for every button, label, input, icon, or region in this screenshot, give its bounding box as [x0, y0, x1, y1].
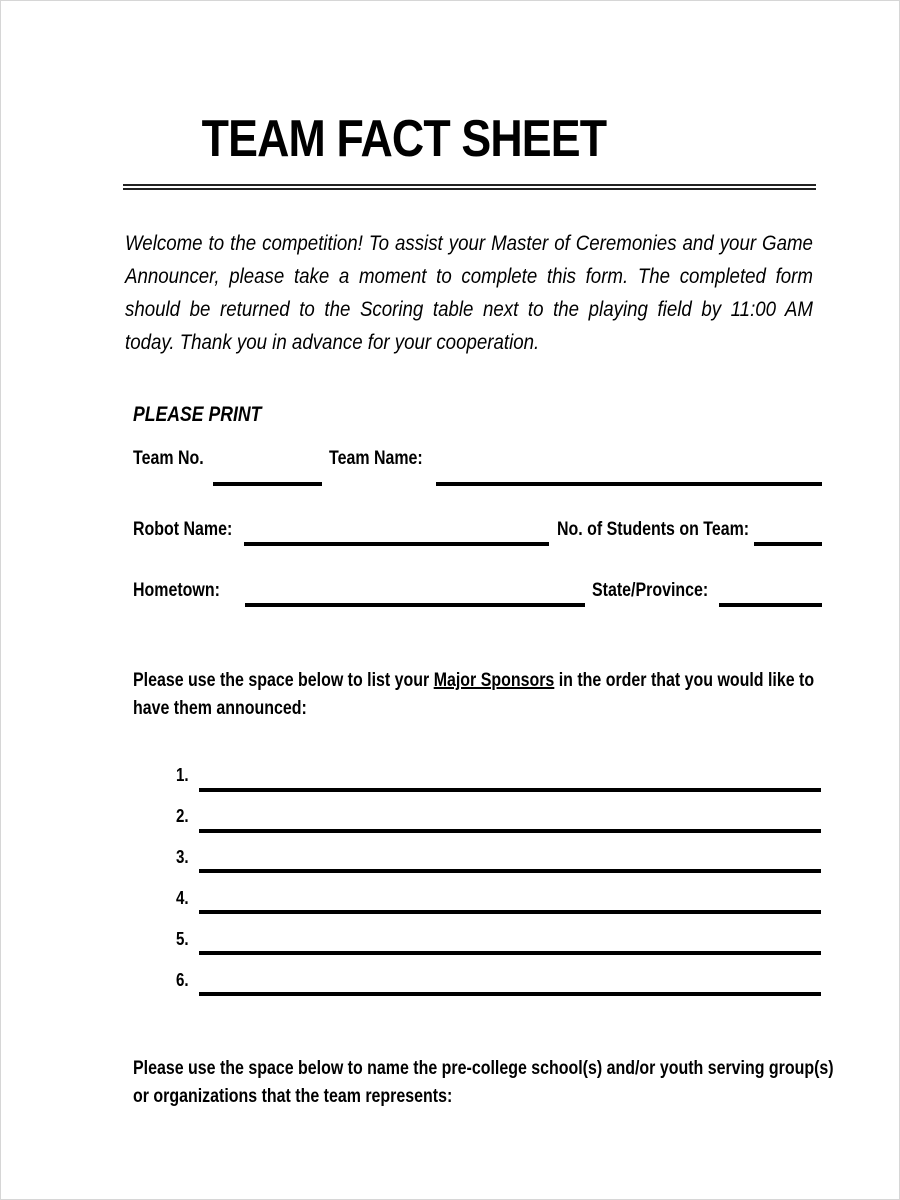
- sponsor-field-6[interactable]: [199, 992, 821, 996]
- state-province-field[interactable]: [719, 603, 822, 607]
- sponsors-prompt-text: have them announced:: [133, 698, 307, 719]
- hometown-label: Hometown:: [133, 580, 220, 601]
- robot-name-label: Robot Name:: [133, 519, 233, 540]
- sponsors-prompt: [133, 667, 814, 723]
- title-double-rule: [123, 184, 816, 190]
- sponsor-field-3[interactable]: [199, 869, 821, 873]
- sponsor-field-4[interactable]: [199, 910, 821, 914]
- page-title: TEAM FACT SHEET: [201, 110, 607, 168]
- sponsor-number: 6.: [176, 970, 189, 990]
- sponsor-field-2[interactable]: [199, 829, 821, 833]
- intro-line: Welcome to the competition! To assist your Master of Ceremonies and your Game: [125, 232, 813, 255]
- intro-line: should be returned to the Scoring table next to the playing field by 11:00 AM: [125, 298, 813, 321]
- sponsor-number: 3.: [176, 847, 189, 867]
- please-print-heading: PLEASE PRINT: [133, 403, 262, 426]
- intro-paragraph: [125, 227, 813, 359]
- team-no-label: Team No.: [133, 448, 204, 469]
- major-sponsors-emphasis: Major Sponsors: [433, 670, 555, 691]
- robot-name-field[interactable]: [244, 542, 549, 546]
- num-students-label: No. of Students on Team:: [557, 519, 750, 540]
- sponsor-number: 1.: [176, 765, 189, 785]
- sponsor-field-5[interactable]: [199, 951, 821, 955]
- organizations-prompt: [133, 1055, 834, 1111]
- sponsors-prompt-text: Please use the space below to list your: [133, 670, 434, 691]
- sponsor-number: 5.: [176, 929, 189, 949]
- intro-line: Announcer, please take a moment to complete this form. The completed form: [125, 265, 813, 288]
- num-students-field[interactable]: [754, 542, 822, 546]
- team-name-field[interactable]: [436, 482, 822, 486]
- sponsor-number: 2.: [176, 806, 189, 826]
- intro-line: today. Thank you in advance for your cooperation.: [125, 331, 540, 354]
- team-name-label: Team Name:: [329, 448, 423, 469]
- sponsors-prompt-text: in the order that you would like to: [554, 670, 815, 691]
- sponsor-number: 4.: [176, 888, 189, 908]
- team-no-field[interactable]: [213, 482, 322, 486]
- organizations-prompt-text: or organizations that the team represents:: [133, 1086, 453, 1107]
- organizations-prompt-text: Please use the space below to name the pre-college school(s) and/or youth serving group(s): [133, 1058, 834, 1079]
- sponsor-field-1[interactable]: [199, 788, 821, 792]
- hometown-field[interactable]: [245, 603, 585, 607]
- state-province-label: State/Province:: [592, 580, 709, 601]
